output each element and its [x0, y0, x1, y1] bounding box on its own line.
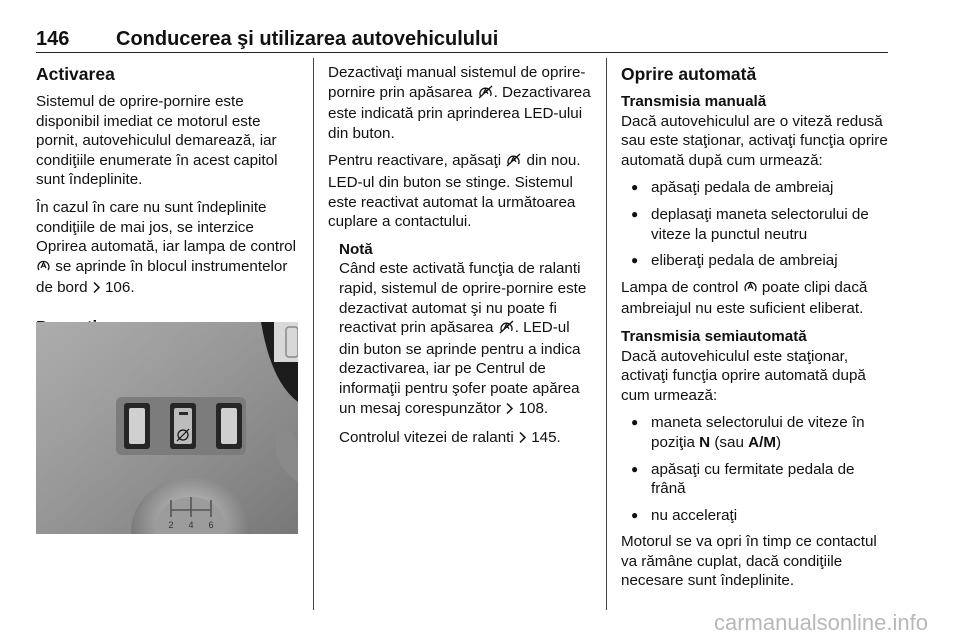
- gear-am: A/M: [748, 433, 776, 451]
- note-text: Când este activată funcţia de ralanti rapid, sistemul de oprire-pornire este dezactivat automat şi nu poate fi reactivat prin apăsarea . LED-ul din buton se aprinde pentru a indica dezactivarea, iar pe Centrul de informaţii pentru şofer poate apărea un mesaj corespunzător 108.: [339, 259, 593, 420]
- list-item: ● deplasaţi maneta selectorului de viteze la punctul neutru: [621, 205, 888, 244]
- note-box: [339, 240, 593, 450]
- page-reference-arrow-icon: [92, 280, 101, 300]
- section-heading-oprire-automata: Oprire automată: [621, 64, 757, 84]
- column-2: [328, 63, 593, 458]
- autostop-icon: [743, 280, 758, 300]
- paragraph: Dacă autovehiculul este staţionar, activaţi funcţia oprire automată după cum urmează:: [621, 347, 866, 404]
- gear-n: N: [699, 433, 711, 451]
- stop-start-off-icon: [498, 320, 515, 340]
- gear-label: 4: [188, 520, 194, 530]
- column-3: [621, 63, 888, 599]
- paragraph: Controlul vitezei de ralanti 145.: [339, 428, 593, 450]
- page-header: [36, 28, 888, 54]
- list-item: ● nu acceleraţi: [621, 506, 888, 526]
- paragraph: Sistemul de oprire-pornire este disponibil imediat ce motorul este pornit, autovehiculul demarează, iar condiţiile enumerate în acest capitol sunt îndeplinite.: [36, 93, 278, 189]
- chapter-title: Conducerea şi utilizarea autovehiculului: [116, 28, 499, 50]
- paragraph: Lampa de control poate clipi dacă ambreiajul nu este suficient eliberat.: [621, 278, 868, 318]
- list-item: ● eliberaţi pedala de ambreiaj: [621, 251, 888, 271]
- switch-panel-photo: [36, 322, 298, 534]
- note-title: Notă: [339, 240, 373, 258]
- autostop-icon: [36, 259, 51, 279]
- list-item: ● apăsaţi cu fermitate pedala de frână: [621, 460, 888, 499]
- gear-label: 6: [208, 520, 214, 530]
- bullet-list: [621, 413, 888, 525]
- list-item: ● apăsaţi pedala de ambreiaj: [621, 178, 888, 198]
- paragraph: Dacă autovehiculul are o viteză redusă sau este staţionar, activaţi funcţia oprire automată după cum urmează:: [621, 112, 888, 169]
- bullet-list: [621, 178, 888, 270]
- list-item: ● maneta selectorului de viteze în poziţia N (sau A/M): [621, 413, 888, 452]
- subheading-semiautomatic: Transmisia semiautomată: [621, 327, 807, 345]
- paragraph: Pentru reactivare, apăsaţi din nou. LED-ul din buton se stinge. Sistemul este reactivat automat la următoarea cuplare a contactului.: [328, 152, 581, 231]
- header-divider: [36, 52, 888, 53]
- stop-start-off-icon: [505, 153, 522, 173]
- watermark: carmanualsonline.info: [713, 610, 928, 635]
- column-divider-1: [313, 58, 314, 610]
- paragraph: În cazul în care nu sunt îndeplinite condiţiile de mai jos, se interzice Oprirea automată, iar lampa de control se aprinde în blocul instrumentelor de bord 106.: [36, 198, 298, 300]
- paragraph: Dezactivaţi manual sistemul de oprire-pornire prin apăsarea . Dezactivarea este indicată prin aprinderea LED-ului din buton.: [328, 64, 591, 142]
- column-1: [36, 63, 298, 345]
- page-number: 146: [36, 28, 70, 50]
- column-divider-2: [606, 58, 607, 610]
- gear-label: 2: [168, 520, 174, 530]
- section-heading-activarea: Activarea: [36, 64, 115, 84]
- subheading-manual: Transmisia manuală: [621, 93, 767, 110]
- page-reference-arrow-icon: [505, 401, 514, 421]
- stop-start-off-icon: [477, 85, 494, 105]
- page-reference-arrow-icon: [518, 430, 527, 450]
- paragraph: Motorul se va opri în timp ce contactul va rămâne cuplat, dacă condiţiile necesare sunt îndeplinite.: [621, 533, 877, 590]
